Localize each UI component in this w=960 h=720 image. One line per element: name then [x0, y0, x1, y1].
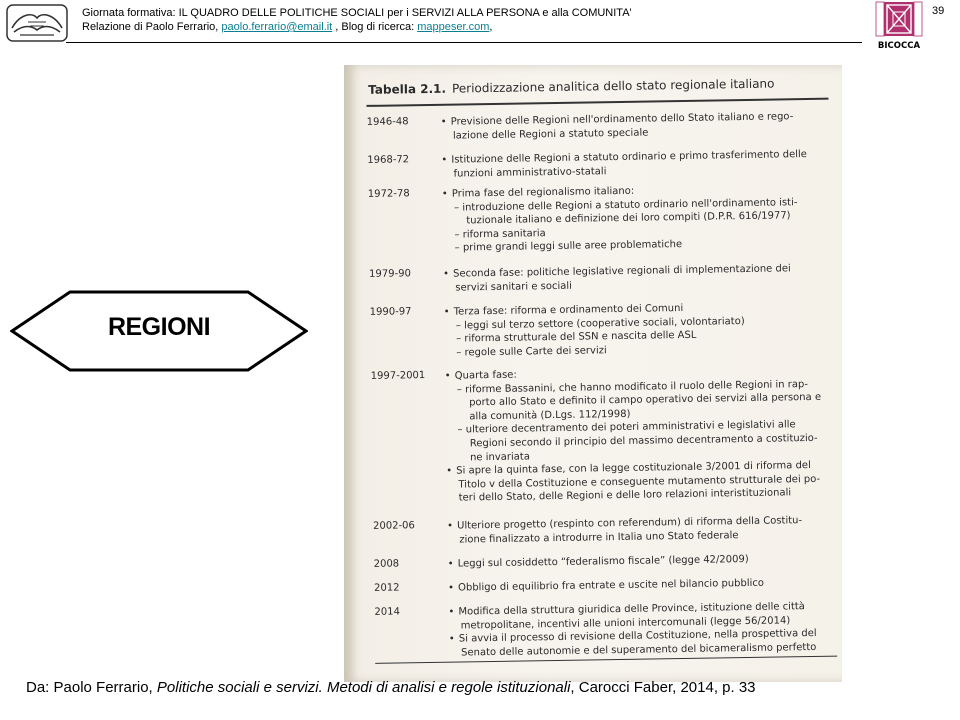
- row-desc: [439, 110, 829, 143]
- scanned-table-image: [344, 65, 842, 682]
- row-line: metropolitane, incentivi alle unioni intercomunali (legge 56/2014): [460, 614, 791, 632]
- slide-number: 39: [932, 5, 945, 17]
- row-line: – riforma strutturale del SSN e nascita delle ASL: [456, 329, 697, 345]
- row-line: tuzionale italiano e definizione dei loro compiti (D.P.R. 616/1977): [466, 210, 791, 227]
- row-line: • Obbligo di equilibrio fra entrate e uscite nel bilancio pubblico: [446, 576, 836, 596]
- row-year: 1990-97: [369, 306, 412, 318]
- row-desc: [446, 552, 836, 572]
- header-comma: ,: [489, 21, 493, 33]
- caption-prefix: Da: Paolo Ferrario,: [26, 679, 157, 696]
- row-line: • Si avvia il processo di revisione della Costituzione, nella prospettiva del: [447, 627, 837, 647]
- row-line: • Seconda fase: politiche legislative regionali di implementazione dei: [441, 262, 831, 282]
- university-logo-icon: [868, 0, 924, 52]
- header-author-line: [82, 20, 632, 34]
- row-line: – prime grandi leggi sulle aree problematiche: [454, 239, 683, 254]
- header-author: Relazione di Paolo Ferrario,: [82, 21, 222, 33]
- row-desc: [443, 364, 835, 506]
- table-row: [370, 364, 833, 504]
- row-line: Titolo v della Costituzione e conseguente mutamento strutturale dei po-: [458, 473, 821, 491]
- email-link[interactable]: paolo.ferrario@email.it: [221, 21, 333, 33]
- row-year: 1946-48: [366, 116, 409, 128]
- row-line: – regole sulle Carte dei servizi: [456, 344, 607, 359]
- table-row: [374, 600, 836, 659]
- row-line: alla comunità (D.Lgs. 112/1998): [469, 408, 631, 423]
- table-content: [362, 68, 841, 670]
- row-line: • Previsione delle Regioni nell'ordinamento dello Stato italiano e rego-: [439, 110, 829, 130]
- table-row: [373, 514, 835, 546]
- row-year: 1968-72: [367, 154, 410, 166]
- row-year: 2014: [374, 606, 400, 618]
- row-line: • Ulteriore progetto (respinto con referendum) di riforma della Costitu-: [445, 514, 835, 534]
- logo-right-text: BICOCCA: [877, 41, 921, 51]
- row-line: • Istituzione delle Regioni a statuto ordinario e primo trasferimento delle: [439, 148, 829, 168]
- row-desc: [445, 514, 835, 547]
- table-row: [366, 110, 829, 142]
- diamond-label: REGIONI: [107, 313, 211, 341]
- row-line: • Si apre la quinta fase, con la legge costituzionale 3/2001 di riforma del: [444, 459, 834, 479]
- row-line: • Terza fase: riforma e ordinamento dei Comuni: [442, 300, 832, 320]
- caption-suffix: , Carocci Faber, 2014, p. 33: [570, 679, 756, 696]
- table-row: [369, 300, 832, 359]
- row-line: porto allo Stato e definito il campo operativo dei servizi alla persona e: [469, 392, 822, 409]
- row-line: zione finalizzato a introdurre in Italia uno Stato federale: [459, 529, 739, 546]
- row-desc: [440, 182, 831, 256]
- row-line: – riforma sanitaria: [454, 227, 546, 241]
- row-desc: [442, 300, 833, 360]
- row-line: Regioni secondo il principio del massimo decentramento a costituzio-: [469, 432, 818, 450]
- table-row: [369, 262, 831, 294]
- table-title: [368, 77, 774, 97]
- table-row: [367, 182, 830, 254]
- row-year: 1979-90: [369, 268, 412, 280]
- row-desc: [446, 576, 836, 596]
- row-line: • Quarta fase:: [443, 364, 833, 384]
- table-row: [373, 552, 836, 570]
- row-line: – leggi sul terzo settore (cooperative sociali, volontariato): [455, 315, 745, 332]
- table-label: Tabella 2.1.: [368, 81, 447, 97]
- blog-link[interactable]: mappeser.com: [417, 21, 490, 33]
- row-line: – introduzione delle Regioni a statuto ordinario nell'ordinamento isti-: [454, 196, 798, 214]
- row-year: 2002-06: [373, 520, 415, 532]
- row-line: Senato delle autonomie e del superamento del bicameralismo perfetto: [461, 641, 817, 659]
- row-line: teri dello Stato, delle Regioni e delle loro relazioni interistituzionali: [458, 487, 792, 504]
- row-year: 2008: [373, 558, 400, 570]
- row-line: • Leggi sul cosiddetto “federalismo fiscale” (legge 42/2009): [446, 552, 836, 572]
- row-line: • Prima fase del regionalismo italiano:: [440, 182, 830, 202]
- row-line: lazione delle Regioni a statuto speciale: [452, 127, 649, 142]
- row-line: – ulteriore decentramento dei poteri amministrativi e legislativi alle: [457, 419, 796, 436]
- row-desc: [439, 148, 829, 181]
- row-line: – riforme Bassanini, che hanno modificato il ruolo delle Regioni in rap-: [456, 378, 809, 396]
- caption-book-title: Politiche sociali e servizi. Metodi di analisi e regole istituzionali: [156, 679, 571, 696]
- table-title-text: Periodizzazione analitica dello stato regionale italiano: [451, 76, 775, 96]
- row-line: ne invariata: [469, 450, 531, 463]
- table-top-rule: [366, 98, 828, 107]
- row-desc: [441, 262, 831, 295]
- row-desc: [446, 600, 837, 660]
- header-divider: [66, 42, 862, 43]
- row-line: • Modifica della struttura giuridica delle Province, istituzione delle città: [446, 600, 836, 620]
- handshake-logo-icon: [6, 4, 68, 42]
- source-caption: [26, 679, 756, 696]
- header-title: Giornata formativa: IL QUADRO DELLE POLITICHE SOCIALI per i SERVIZI ALLA PERSONA e alla COMUNITA': [82, 7, 632, 19]
- header-text: [82, 6, 632, 34]
- table-row: [367, 148, 829, 180]
- table-row: [373, 576, 836, 594]
- header-blog-label: , Blog di ricerca:: [332, 21, 418, 33]
- row-line: funzioni amministrativo-statali: [453, 165, 607, 180]
- row-line: servizi sanitari e sociali: [455, 280, 573, 294]
- row-year: 2012: [373, 582, 400, 594]
- row-year: 1997-2001: [370, 370, 426, 382]
- row-year: 1972-78: [367, 188, 410, 200]
